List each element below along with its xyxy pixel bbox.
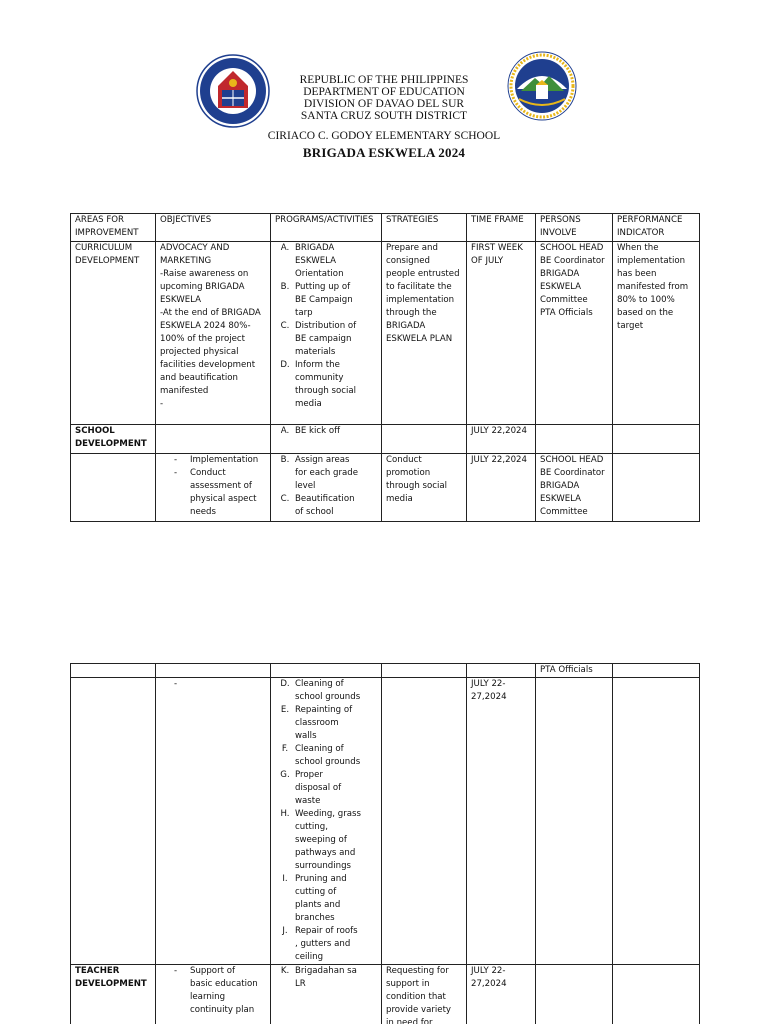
strategies-cell	[382, 678, 467, 965]
header-line-2: DEPARTMENT OF EDUCATION	[303, 86, 465, 98]
objectives-cell: ADVOCACY AND MARKETING -Raise awareness on upcoming BRIGADA ESKWELA -At the end of BRIGADA ESKWELA 2024 80%- 100% of the project projected physical facilities development and beautification manifested -	[156, 242, 271, 425]
list-item: - Implementation	[174, 455, 259, 465]
strategies-cell: Prepare and consigned people entrusted to facilitate the implementation through the BRIGADA ESKWELA PLAN	[382, 242, 467, 425]
indicator-cell	[613, 965, 700, 1024]
time-frame-cell: JULY 22,2024	[467, 454, 536, 522]
table-row	[71, 454, 700, 522]
action-plan-table-1	[70, 213, 700, 522]
header-line-3: DIVISION OF DAVAO DEL SUR	[303, 98, 465, 110]
list-item: J. Repair of roofs , gutters and ceiling	[282, 926, 358, 962]
list-item: A. BRIGADA ESKWELA Orientation	[280, 243, 344, 279]
area-cell: CURRICULUM DEVELOPMENT	[71, 242, 156, 425]
indicator-cell	[613, 454, 700, 522]
table-row	[71, 664, 700, 678]
header-line-4: SANTA CRUZ SOUTH DISTRICT	[300, 110, 468, 122]
action-plan-table-2	[70, 663, 700, 1024]
programs-cell	[271, 678, 382, 965]
list-item: -	[174, 679, 178, 689]
list-item: F. Cleaning of school grounds	[281, 744, 361, 767]
strategies-cell	[382, 425, 467, 454]
header-programs: PROGRAMS/ACTIVITIES	[271, 214, 382, 242]
list-item: B. Putting up of BE Campaign tarp	[280, 282, 353, 318]
list-item: E. Repainting of classroom walls	[280, 705, 353, 741]
area-cell: SCHOOL DEVELOPMENT	[71, 425, 156, 454]
table-row	[71, 242, 700, 425]
persons-cell	[536, 425, 613, 454]
list-item: I. Pruning and cutting of plants and branches	[282, 874, 347, 923]
objectives-cell	[156, 425, 271, 454]
table-header-row	[71, 214, 700, 242]
document-title: BRIGADA ESKWELA 2024	[302, 145, 466, 160]
indicator-cell	[613, 425, 700, 454]
programs-cell	[271, 242, 382, 425]
list-item: - Conduct assessment of physical aspect needs	[174, 468, 257, 517]
table-row	[71, 965, 700, 1024]
header-time-frame: TIME FRAME	[467, 214, 536, 242]
table-row	[71, 425, 700, 454]
area-cell: TEACHER DEVELOPMENT	[71, 965, 156, 1024]
programs-cell	[271, 454, 382, 522]
list-item: C. Beautification of school	[280, 494, 355, 517]
programs-cell	[271, 425, 382, 454]
programs-cell	[271, 965, 382, 1024]
list-item: A. BE kick off	[280, 426, 341, 436]
list-item: B. Assign areas for each grade level	[280, 455, 359, 491]
list-item: H. Weeding, grass cutting, sweeping of pathways and surroundings	[280, 809, 361, 871]
programs-cell	[271, 664, 382, 678]
list-item: K. Brigadahan sa LR	[280, 966, 357, 989]
header-objectives: OBJECTIVES	[156, 214, 271, 242]
strategies-cell	[382, 664, 467, 678]
persons-cell: PTA Officials	[536, 664, 613, 678]
list-item: C. Distribution of BE campaign materials	[280, 321, 357, 357]
strategies-cell: Conduct promotion through social media	[382, 454, 467, 522]
time-frame-cell: JULY 22,2024	[467, 425, 536, 454]
list-item: D. Cleaning of school grounds	[280, 679, 361, 702]
indicator-cell	[613, 664, 700, 678]
objectives-cell	[156, 678, 271, 965]
time-frame-cell: JULY 22- 27,2024	[467, 678, 536, 965]
persons-cell	[536, 965, 613, 1024]
area-cell	[71, 678, 156, 965]
indicator-cell: When the implementation has been manifested from 80% to 100% based on the target	[613, 242, 700, 425]
persons-cell: SCHOOL HEAD BE Coordinator BRIGADA ESKWELA Committee PTA Officials	[536, 242, 613, 425]
time-frame-cell: FIRST WEEK OF JULY	[467, 242, 536, 425]
header-indicator: PERFORMANCE INDICATOR	[613, 214, 700, 242]
header-strategies: STRATEGIES	[382, 214, 467, 242]
table-row	[71, 678, 700, 965]
area-cell	[71, 454, 156, 522]
school-name: CIRIACO C. GODOY ELEMENTARY SCHOOL	[267, 130, 501, 142]
header-areas: AREAS FOR IMPROVEMENT	[71, 214, 156, 242]
time-frame-cell	[467, 664, 536, 678]
header-persons: PERSONS INVOLVE	[536, 214, 613, 242]
list-item: - Support of basic education learning continuity plan	[174, 966, 258, 1015]
objectives-cell	[156, 965, 271, 1024]
objectives-cell	[156, 454, 271, 522]
header-line-1: REPUBLIC OF THE PHILIPPINES	[299, 74, 469, 86]
persons-cell	[536, 678, 613, 965]
list-item: D. Inform the community through social media	[280, 360, 356, 409]
objectives-cell	[156, 664, 271, 678]
list-item: G. Proper disposal of waste	[280, 770, 342, 806]
strategies-cell: Requesting for support in condition that provide variety in need for	[382, 965, 467, 1024]
time-frame-cell: JULY 22- 27,2024	[467, 965, 536, 1024]
persons-cell: SCHOOL HEAD BE Coordinator BRIGADA ESKWELA Committee	[536, 454, 613, 522]
area-cell	[71, 664, 156, 678]
indicator-cell	[613, 678, 700, 965]
